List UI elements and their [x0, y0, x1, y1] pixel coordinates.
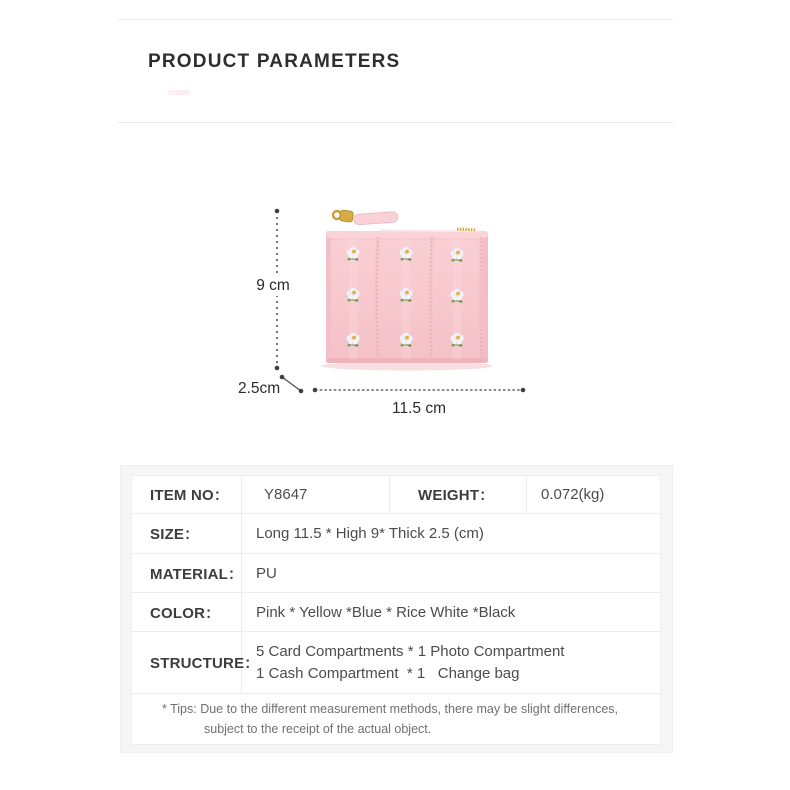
tips-line1: * Tips: Due to the different measurement methods, there may be slight differences, — [162, 702, 619, 716]
top-divider-line — [118, 19, 673, 20]
tips-line2: subject to the receipt of the actual object. — [204, 722, 432, 736]
size-label: SIZE： — [132, 514, 242, 553]
dim-thickness-line — [280, 375, 304, 394]
spec-table — [131, 475, 661, 745]
item-no-value: Y8647 — [242, 476, 390, 513]
tips-note — [132, 694, 660, 744]
dim-width-line — [313, 388, 526, 393]
spec-row-material — [132, 554, 660, 593]
dim-thickness-label: 2.5cm — [238, 380, 281, 397]
page-title: PRODUCT PARAMETERS — [148, 51, 401, 72]
color-value: Pink * Yellow *Blue * Rice White *Black — [256, 603, 516, 621]
spec-row-color — [132, 593, 660, 632]
structure-value-line1: 5 Card Compartments * 1 Photo Compartment — [256, 642, 565, 660]
spec-panel — [120, 465, 673, 753]
zipper-leather-tab — [354, 211, 399, 225]
spec-row-size — [132, 514, 660, 554]
material-value: PU — [256, 564, 277, 582]
dim-height-label: 9 cm — [252, 276, 294, 296]
spec-row-structure — [132, 632, 660, 694]
dim-width-label: 11.5 cm — [392, 400, 446, 417]
weight-label: WEIGHT： — [390, 476, 527, 513]
structure-label: STRUCTURE： — [132, 632, 242, 693]
size-value: Long 11.5 * High 9* Thick 2.5 (cm) — [256, 525, 484, 542]
header-divider-line — [118, 122, 673, 123]
structure-value-line2: 1 Cash Compartment * 1 Change bag — [256, 664, 520, 682]
zipper-icon — [333, 210, 477, 231]
zipper-slider — [339, 210, 353, 223]
item-no-label: ITEM NO： — [132, 476, 242, 513]
spec-row-tips — [132, 694, 660, 744]
spec-row-itemno-weight — [132, 476, 660, 514]
weight-value: 0.072(kg) — [541, 486, 605, 503]
material-label: MATERIAL： — [132, 554, 242, 592]
structure-value — [242, 632, 660, 693]
color-label: COLOR： — [132, 593, 242, 631]
zipper-teeth — [457, 229, 476, 230]
title-accent-bar — [168, 90, 190, 95]
